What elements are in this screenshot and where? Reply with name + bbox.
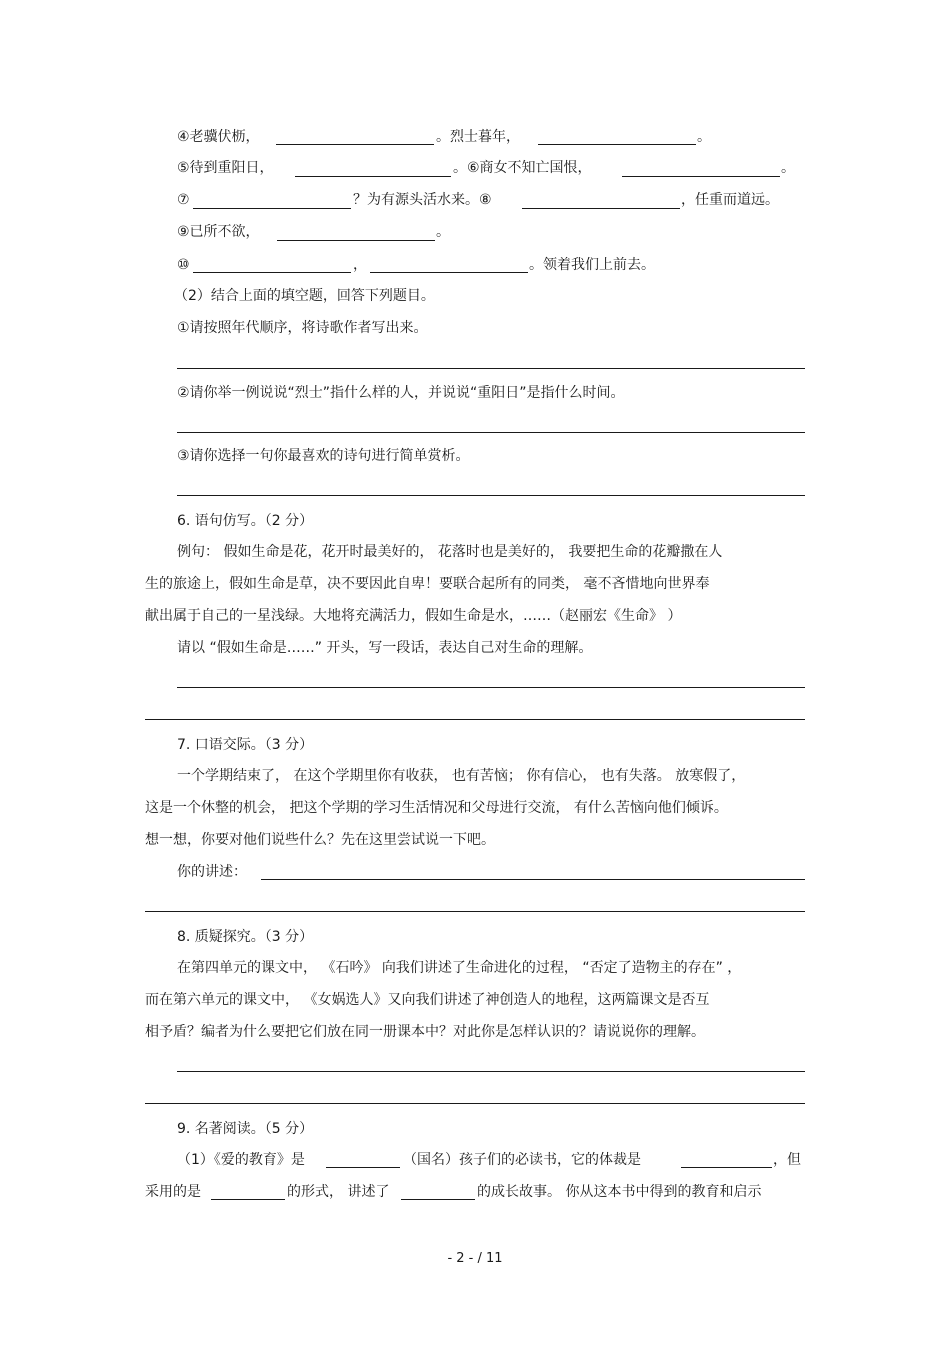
- q9-line2-mid: 的形式， 讲述了: [287, 1184, 390, 1200]
- q7-line1: 一个学期结束了， 在这个学期里你有收获， 也有苦恼； 你有信心， 也有失落。 放寒假了，: [177, 768, 746, 784]
- blank-who[interactable]: [401, 1199, 475, 1200]
- line-5-start: ⑤待到重阳日，: [177, 160, 274, 176]
- line-10-end: 。领着我们上前去。: [529, 257, 655, 273]
- blank-10a[interactable]: [193, 272, 351, 273]
- q6-line2: 生的旅途上，假如生命是草，决不要因此自卑！要联合起所有的同类， 毫不吝惜地向世界奉: [145, 576, 710, 592]
- answer-line-sub1[interactable]: [177, 368, 805, 369]
- q9-line1-start: （1）《爱的教育》是: [177, 1152, 305, 1168]
- q5-sub2: ②请你举一例说说“烈士”指什么样的人，并说说“重阳日”是指什么时间。: [177, 385, 625, 401]
- line-4-start: ④老骥伏枥，: [177, 129, 260, 145]
- q8-line3: 相予盾？编者为什么要把它们放在同一册课本中？对此你是怎样认识的？请说说你的理解。: [145, 1024, 705, 1040]
- q6-line4: 请以 “假如生命是……” 开头，写一段话，表达自己对生命的理解。: [177, 640, 593, 656]
- answer-line-sub2[interactable]: [177, 432, 805, 433]
- q9-line2-end: 的成长故事。 你从这本书中得到的教育和启示: [477, 1184, 762, 1200]
- answer-line-q7a[interactable]: [261, 879, 805, 880]
- q9-title: 9. 名著阅读。（5 分）: [177, 1121, 314, 1137]
- q5-sub1: ①请按照年代顺序，将诗歌作者写出来。: [177, 320, 428, 336]
- blank-country[interactable]: [326, 1167, 400, 1168]
- blank-5a[interactable]: [295, 176, 451, 177]
- line-7-mid: ？为有源头活水来。⑧: [353, 192, 492, 208]
- line-4-end: 。: [697, 129, 711, 145]
- blank-form[interactable]: [211, 1199, 285, 1200]
- blank-4b[interactable]: [538, 144, 696, 145]
- line-7-start: ⑦: [177, 192, 190, 208]
- q5-sub3: ③请你选择一句你最喜欢的诗句进行简单赏析。: [177, 448, 470, 464]
- line-9-start: ⑨已所不欲，: [177, 224, 260, 240]
- line-5-end: 。: [781, 160, 795, 176]
- q6-line3: 献出属于自己的一星浅绿。大地将充满活力，假如生命是水，……（赵丽宏《生命》 ）: [145, 608, 682, 624]
- line-5-mid: 。⑥商女不知亡国恨，: [453, 160, 592, 176]
- q6-title: 6. 语句仿写。（2 分）: [177, 513, 314, 529]
- q8-line1: 在第四单元的课文中， 《石吟》 向我们讲述了生命进化的过程， “否定了造物主的存在” ，: [177, 960, 742, 976]
- blank-9[interactable]: [277, 240, 435, 241]
- q9-line2-start: 采用的是: [145, 1184, 201, 1200]
- blank-8[interactable]: [522, 208, 680, 209]
- q8-title: 8. 质疑探究。（3 分）: [177, 929, 314, 945]
- q9-line1-mid: （国名）孩子们的必读书，它的体裁是: [403, 1152, 641, 1168]
- q6-line1: 例句： 假如生命是花，花开时最美好的， 花落时也是美好的， 我要把生命的花瓣撒在人: [177, 544, 723, 560]
- q7-line2: 这是一个休整的机会， 把这个学期的学习生活情况和父母进行交流， 有什么苦恼向他们倾诉。: [145, 800, 728, 816]
- line-10-mid: ，: [353, 257, 367, 273]
- page-number: - 2 - / 11: [447, 1251, 503, 1266]
- blank-10b[interactable]: [370, 272, 528, 273]
- line-9-end: 。: [436, 224, 450, 240]
- answer-line-q8b[interactable]: [145, 1103, 805, 1104]
- q7-line3: 想一想，你要对他们说些什么？先在这里尝试说一下吧。: [145, 832, 495, 848]
- blank-5b[interactable]: [622, 176, 780, 177]
- q8-line2: 而在第六单元的课文中， 《女娲选人》又向我们讲述了神创造人的地程，这两篇课文是否互: [145, 992, 710, 1008]
- q5-part2: （2）结合上面的填空题，回答下列题目。: [174, 288, 435, 304]
- answer-line-q7b[interactable]: [145, 911, 805, 912]
- q7-title: 7. 口语交际。（3 分）: [177, 737, 314, 753]
- line-8-end: ，任重而道远。: [681, 192, 779, 208]
- blank-7[interactable]: [193, 208, 351, 209]
- answer-line-q6a[interactable]: [177, 687, 805, 688]
- q7-line4: 你的讲述：: [177, 864, 247, 880]
- q9-line1-end: ，但: [773, 1152, 801, 1168]
- blank-4a[interactable]: [276, 144, 434, 145]
- answer-line-sub3[interactable]: [177, 495, 805, 496]
- blank-genre[interactable]: [681, 1167, 772, 1168]
- answer-line-q6b[interactable]: [145, 719, 805, 720]
- line-10-start: ⑩: [177, 257, 190, 273]
- line-4-mid: 。烈士暮年，: [436, 129, 520, 145]
- answer-line-q8a[interactable]: [177, 1071, 805, 1072]
